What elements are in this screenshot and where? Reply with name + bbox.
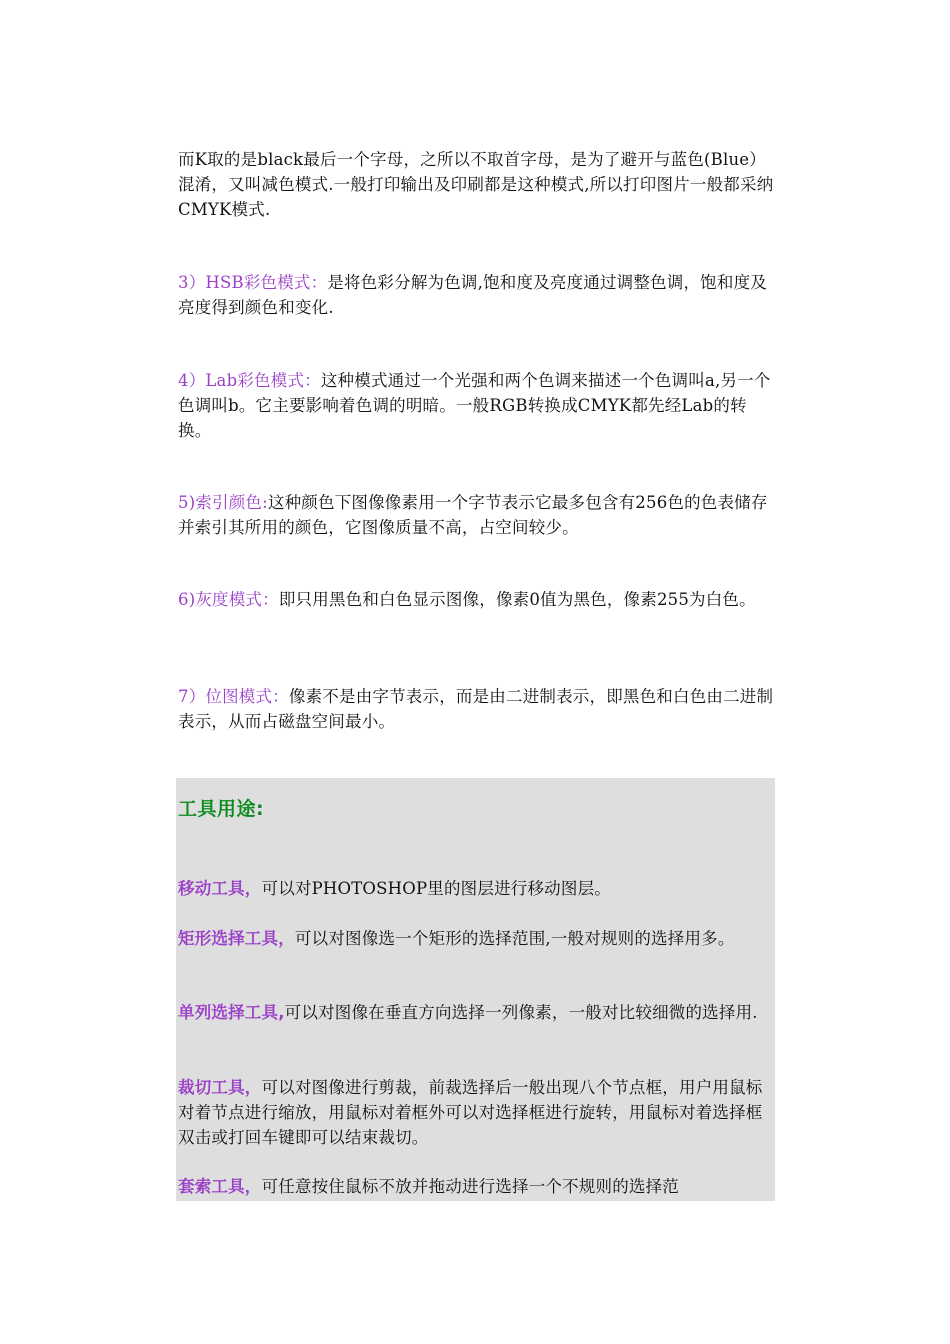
tool-description: 可任意按住鼠标不放并拖动进行选择一个不规则的选择范 (261, 1177, 679, 1196)
tool-name: 矩形选择工具， (178, 929, 295, 948)
tool-item-lasso (178, 1174, 773, 1199)
tools-section-heading: 工具用途: (178, 798, 265, 820)
tool-description: 可以对图像进行剪裁，前裁选择后一般出现八个节点框，用户用鼠标对着节点进行缩放，用鼠标对着框外可以对选择框进行旋转，用鼠标对着选择框双击或打回车键即可以结束裁切。 (178, 1078, 763, 1147)
tool-name: 移动工具， (178, 879, 262, 898)
paragraph-label: 7）位图模式： (178, 687, 289, 706)
tool-item-rect-select (178, 926, 773, 951)
tool-name: 单列选择工具, (178, 1003, 285, 1022)
paragraph-label: 4）Lab彩色模式： (178, 371, 321, 390)
tools-section-panel (176, 778, 775, 1201)
paragraph-label: 6)灰度模式： (178, 590, 279, 609)
tool-description: 可以对PHOTOSHOP里的图层进行移动图层。 (261, 879, 611, 898)
paragraph-hsb-mode (178, 270, 776, 320)
tool-description: 可以对图像选一个矩形的选择范围,一般对规则的选择用多。 (294, 929, 735, 948)
tool-item-column-select (178, 1000, 773, 1025)
paragraph-text: 而K取的是black最后一个字母，之所以不取首字母，是为了避开与蓝色(Blue）混淆，又叫减色模式.一般打印输出及印刷都是这种模式,所以打印图片一般都采纳CMYK模式. (178, 150, 774, 219)
paragraph-bitmap-mode (178, 684, 776, 734)
tool-item-move (178, 876, 773, 901)
tool-item-crop (178, 1075, 773, 1150)
paragraph-indexed-color (178, 490, 776, 540)
paragraph-label: 3）HSB彩色模式： (178, 273, 328, 292)
paragraph-grayscale-mode (178, 587, 776, 612)
paragraph-text: 像素不是由字节表示，而是由二进制表示，即黑色和白色由二进制表示，从而占磁盘空间最小。 (178, 687, 774, 731)
paragraph-lab-mode (178, 368, 776, 443)
tool-name: 裁切工具， (178, 1078, 262, 1097)
tool-name: 套索工具， (178, 1177, 262, 1196)
paragraph-cmyk-continued (178, 147, 776, 222)
tool-description: 可以对图像在垂直方向选择一列像素，一般对比较细微的选择用. (284, 1003, 758, 1022)
paragraph-text: 这种颜色下图像像素用一个字节表示它最多包含有256色的色表储存并索引其所用的颜色，它图像质量不高，占空间较少。 (178, 493, 768, 537)
paragraph-label: 5)索引颜色: (178, 493, 268, 512)
paragraph-text: 这种模式通过一个光强和两个色调来描述一个色调叫a,另一个色调叫b。它主要影响着色调的明暗。一般RGB转换成CMYK都先经Lab的转换。 (178, 371, 771, 440)
paragraph-text: 是将色彩分解为色调,饱和度及亮度通过调整色调，饱和度及亮度得到颜色和变化. (178, 273, 767, 317)
paragraph-text: 即只用黑色和白色显示图像，像素0值为黑色，像素255为白色。 (278, 590, 756, 609)
